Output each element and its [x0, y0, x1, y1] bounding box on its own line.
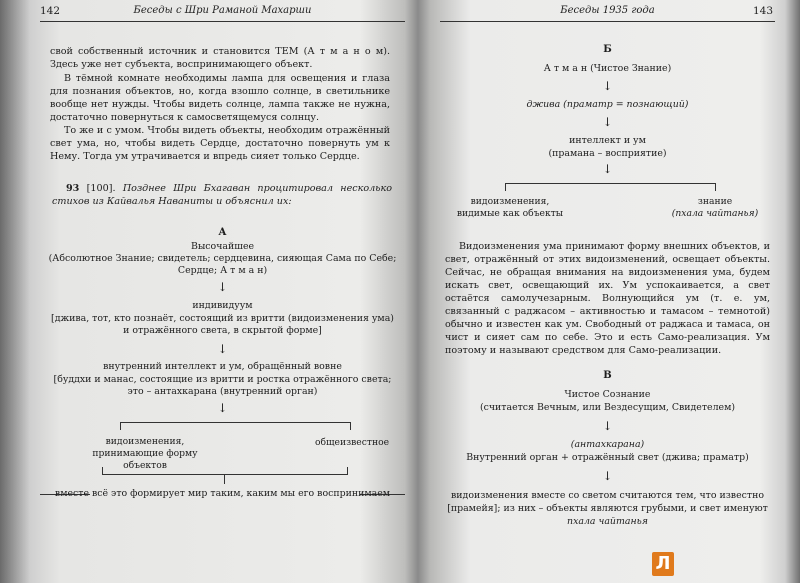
arrow-down-icon: ↓ — [602, 419, 613, 433]
talk-heading — [52, 182, 392, 208]
arrow-down-icon: ↓ — [602, 162, 613, 176]
diagram-node-individual: индивидуум — [192, 300, 253, 311]
arrow-down-icon: ↓ — [217, 342, 228, 356]
diagram-node-intellect-desc: [буддхи и манас, состоящие из вритти и ростка отражённого света; — [53, 374, 392, 385]
diagram-node-pure-consciousness-desc: (считается Вечным, или Вездесущим, Свидетелем) — [479, 402, 736, 413]
talk-intro: Позднее Шри Бхагаван процитировал несколько стихов из Кайвалья Наваниты и объяснил их: — [52, 183, 392, 207]
talk-reference: [100]. — [86, 183, 116, 194]
diagram-node-intellect: интеллект и ум — [569, 135, 646, 146]
branch-right-line2: (пхала чайтанья) — [671, 208, 759, 219]
diagram-bottom-caption: вместе всё это формирует мир таким, каким мы его воспринимаем — [54, 488, 391, 499]
right-page — [440, 0, 775, 583]
section-letter-b: Б — [603, 44, 612, 55]
diagram-node-modifications-desc: [прамейя]; из них – объекты являются грубыми, и свет именуют — [447, 503, 768, 514]
diagram-node-supreme: Высочайшее — [190, 241, 255, 252]
arrow-down-icon: ↓ — [217, 280, 228, 294]
left-running-head — [40, 5, 405, 22]
diagram-node-individual-desc: [джива, тот, кто познаёт, состоящий из вритти (видоизменения ума) — [51, 313, 394, 324]
branch-left — [445, 196, 575, 220]
diagram-node-antahkarana-text: (антахкарана) — [570, 439, 645, 450]
branch-right — [660, 196, 770, 220]
arrow-down-icon: ↓ — [602, 469, 613, 483]
paragraph: свой собственный источник и становится ТЕМ (А т м а н о м). Здесь уже нет субъекта, воспринимающего объект. — [50, 46, 390, 70]
publisher-logo-icon: Л — [652, 552, 674, 576]
right-running-title: Беседы 1935 года — [560, 5, 655, 16]
left-running-title: Беседы с Шри Раманой Махарши — [133, 5, 312, 16]
diagram-node-intellect-desc: это – антахкарана (внутренний орган) — [127, 386, 318, 397]
bracket-stem — [224, 474, 225, 484]
branch-tick — [120, 422, 121, 430]
diagram-node-atman: А т м а н (Чистое Знание) — [543, 63, 672, 74]
branch-tick — [715, 183, 716, 191]
branch-left-line1: видоизменения, — [470, 196, 550, 207]
diagram-node-supreme-desc: (Абсолютное Знание; свидетель; сердцевина, сияющая Сама по Себе; — [48, 253, 397, 264]
paragraph: В тёмной комнате необходимы лампа для освещения и глаза для познания объектов, но, когда взошло солнце, в светильнике вообще нет нужды. Чтобы видеть солнце, лампа также не нужна, достаточно повернуться к самосветящемуся солнцу. — [50, 73, 390, 123]
diagram-node-modifications-desc — [440, 516, 775, 529]
diagram-node-phala: пхала чайтанья — [567, 516, 648, 527]
talk-number: 93 — [66, 183, 80, 194]
left-page-number: 142 — [40, 5, 61, 17]
arrow-down-icon: ↓ — [602, 79, 613, 93]
branch-left — [70, 436, 220, 472]
right-page-number: 143 — [752, 5, 773, 17]
branch-line — [505, 183, 715, 184]
paragraph: То же и с умом. Чтобы видеть объекты, необходим отражённый свет ума, но, чтобы видеть Сердце, достаточно повернуть ум к Нему. Тогда ум утрачивается и впредь сияет только Сердце. — [50, 125, 390, 162]
branch-line — [120, 422, 350, 423]
diagram-node-supreme-desc: Сердце; А т м а н) — [177, 265, 268, 276]
diagram-node-jiva — [440, 99, 775, 112]
diagram-node-jiva-text: джива (праматр = познающий) — [526, 99, 689, 110]
diagram-node-intellect-desc: (прамана – восприятие) — [548, 148, 667, 159]
right-running-head — [440, 5, 775, 22]
branch-tick — [350, 422, 351, 430]
arrow-down-icon: ↓ — [602, 115, 613, 129]
section-letter-a: А — [218, 227, 227, 238]
arrow-down-icon: ↓ — [217, 401, 228, 415]
branch-left-line2: видимые как объекты — [456, 208, 564, 219]
diagram-node-modifications: видоизменения вместе со светом считаются тем, что известно — [451, 490, 764, 501]
branch-left-line1: видоизменения, — [105, 436, 185, 447]
diagram-node-individual-desc: и отражённого света, в скрытой форме] — [123, 325, 322, 336]
branch-left-line2: принимающие форму объектов — [92, 448, 198, 471]
diagram-node-antahkarana — [440, 439, 775, 452]
branch-tick — [505, 183, 506, 191]
left-page — [40, 0, 405, 583]
paragraph: Видоизменения ума принимают форму внешних объектов, и свет, отражённый от этих видоизменений, освещает объекты. Сейчас, не обращая внимания на видоизменения ума, будем искать свет, освещающий их. Ум успокаивается, а свет остаётся самолучезарным. Волнующийся ум (т. е. ум, связанный с раджасом – активностью и тамасом – темнотой) обычно и известен как ум. Свободный от раджаса и тамаса, он чист и сияет сам по себе. Это и есть Само-реализация. Ум поэтому и называют средством для Само-реализации. — [445, 241, 770, 356]
branch-right: общеизвестное — [314, 437, 390, 448]
section-letter-v: В — [603, 370, 612, 381]
bracket-tick — [347, 467, 348, 475]
diagram-node-inner-organ: Внутренний орган + отражённый свет (джива; праматр) — [466, 452, 749, 463]
diagram-node-pure-consciousness: Чистое Сознание — [564, 389, 651, 400]
bracket-tick — [102, 467, 103, 475]
diagram-node-intellect: внутренний интеллект и ум, обращённый вовне — [103, 361, 342, 372]
branch-right-line1: знание — [697, 196, 733, 207]
